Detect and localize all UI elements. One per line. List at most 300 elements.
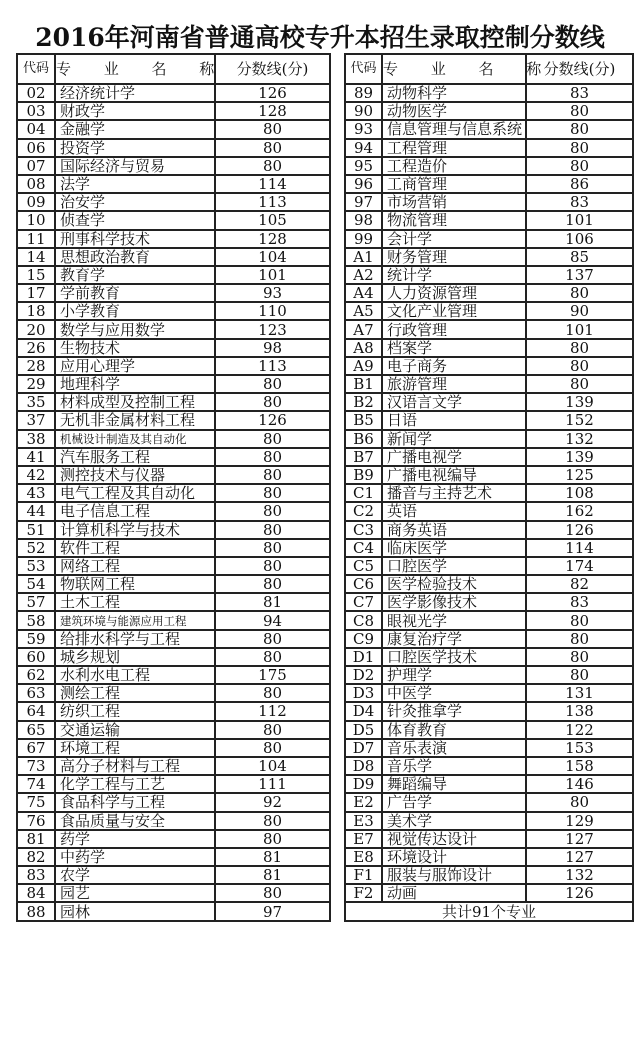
table-row [345, 411, 633, 429]
header-name: 专 业 名 称 [382, 54, 526, 84]
table-row [17, 248, 330, 266]
cell-name: 人力资源管理 [382, 284, 526, 302]
cell-score: 111 [215, 775, 330, 793]
cell-code: A7 [345, 320, 382, 338]
cell-score: 113 [215, 193, 330, 211]
table-row [17, 848, 330, 866]
cell-code: 93 [345, 120, 382, 138]
cell-name: 电子信息工程 [55, 502, 215, 520]
cell-name: 园林 [55, 902, 215, 920]
cell-name: 统计学 [382, 266, 526, 284]
table-row [17, 139, 330, 157]
cell-score: 80 [215, 648, 330, 666]
cell-code: 54 [17, 575, 55, 593]
cell-code: 73 [17, 757, 55, 775]
header-name: 专 业 名 称 [55, 54, 215, 84]
page-title: 2016年河南省普通高校专升本招生录取控制分数线 [35, 23, 605, 52]
cell-score: 131 [526, 684, 633, 702]
table-row [345, 193, 633, 211]
cell-name: 刑事科学技术 [55, 230, 215, 248]
cell-score: 126 [215, 84, 330, 102]
cell-name: 地理科学 [55, 375, 215, 393]
cell-code: 20 [17, 320, 55, 338]
table-row [17, 593, 330, 611]
cell-name: 广告学 [382, 793, 526, 811]
cell-score: 80 [215, 539, 330, 557]
cell-name: 财政学 [55, 102, 215, 120]
table-row [17, 230, 330, 248]
cell-score: 80 [526, 793, 633, 811]
cell-name: 经济统计学 [55, 84, 215, 102]
table-row [345, 430, 633, 448]
score-table-left [16, 53, 331, 922]
table-row [345, 684, 633, 702]
cell-name: 交通运输 [55, 721, 215, 739]
cell-name: 园艺 [55, 884, 215, 902]
cell-name: 给排水科学与工程 [55, 630, 215, 648]
cell-name: 食品科学与工程 [55, 793, 215, 811]
table-row [17, 611, 330, 629]
cell-score: 105 [215, 211, 330, 229]
cell-score: 126 [526, 884, 633, 902]
cell-code: F1 [345, 866, 382, 884]
cell-name: 美术学 [382, 812, 526, 830]
cell-name: 物联网工程 [55, 575, 215, 593]
cell-score: 80 [215, 684, 330, 702]
cell-code: 62 [17, 666, 55, 684]
cell-score: 80 [526, 120, 633, 138]
cell-code: 60 [17, 648, 55, 666]
cell-name: 电气工程及其自动化 [55, 484, 215, 502]
cell-score: 80 [215, 393, 330, 411]
cell-score: 162 [526, 502, 633, 520]
cell-code: F2 [345, 884, 382, 902]
table-row [17, 102, 330, 120]
cell-name: 工程造价 [382, 157, 526, 175]
cell-score: 80 [215, 630, 330, 648]
table-row [345, 648, 633, 666]
cell-name: 眼视光学 [382, 611, 526, 629]
cell-score: 80 [526, 339, 633, 357]
cell-code: 29 [17, 375, 55, 393]
cell-code: 59 [17, 630, 55, 648]
cell-code: 81 [17, 830, 55, 848]
cell-name: 水利水电工程 [55, 666, 215, 684]
table-row [17, 84, 330, 102]
cell-name: 小学教育 [55, 302, 215, 320]
cell-code: 94 [345, 139, 382, 157]
table-row [17, 757, 330, 775]
cell-code: C2 [345, 502, 382, 520]
cell-score: 152 [526, 411, 633, 429]
cell-code: 28 [17, 357, 55, 375]
table-row [17, 193, 330, 211]
cell-score: 80 [526, 375, 633, 393]
cell-code: D5 [345, 721, 382, 739]
cell-name: 广播电视学 [382, 448, 526, 466]
cell-score: 139 [526, 448, 633, 466]
table-row [345, 775, 633, 793]
table-row [17, 630, 330, 648]
cell-score: 80 [526, 102, 633, 120]
cell-code: 18 [17, 302, 55, 320]
cell-code: E8 [345, 848, 382, 866]
table-row [17, 502, 330, 520]
cell-name: 药学 [55, 830, 215, 848]
cell-code: D2 [345, 666, 382, 684]
cell-code: A1 [345, 248, 382, 266]
cell-name: 舞蹈编导 [382, 775, 526, 793]
cell-score: 128 [215, 230, 330, 248]
cell-score: 90 [526, 302, 633, 320]
cell-score: 83 [526, 193, 633, 211]
cell-name: 测绘工程 [55, 684, 215, 702]
cell-code: C6 [345, 575, 382, 593]
cell-name: 生物技术 [55, 339, 215, 357]
cell-name: 汉语言文学 [382, 393, 526, 411]
cell-score: 128 [215, 102, 330, 120]
table-row [345, 884, 633, 902]
cell-score: 126 [215, 411, 330, 429]
cell-name: 日语 [382, 411, 526, 429]
cell-name: 土木工程 [55, 593, 215, 611]
table-row [17, 302, 330, 320]
table-row [17, 721, 330, 739]
cell-name: 汽车服务工程 [55, 448, 215, 466]
table-row [17, 793, 330, 811]
cell-name: 无机非金属材料工程 [55, 411, 215, 429]
cell-code: 57 [17, 593, 55, 611]
table-row [345, 211, 633, 229]
cell-score: 80 [526, 284, 633, 302]
table-row [17, 357, 330, 375]
cell-name: 中药学 [55, 848, 215, 866]
table-row [17, 175, 330, 193]
cell-code: 51 [17, 521, 55, 539]
cell-name: 侦查学 [55, 211, 215, 229]
cell-score: 132 [526, 866, 633, 884]
cell-score: 125 [526, 466, 633, 484]
score-table-right [344, 53, 634, 922]
cell-name: 食品质量与安全 [55, 812, 215, 830]
cell-score: 127 [526, 830, 633, 848]
table-row [17, 484, 330, 502]
cell-score: 80 [215, 466, 330, 484]
cell-name: 工程管理 [382, 139, 526, 157]
cell-name: 动物科学 [382, 84, 526, 102]
cell-code: A9 [345, 357, 382, 375]
cell-score: 129 [526, 812, 633, 830]
table-row [345, 157, 633, 175]
cell-code: 35 [17, 393, 55, 411]
cell-code: 42 [17, 466, 55, 484]
table-row [345, 666, 633, 684]
cell-name: 金融学 [55, 120, 215, 138]
cell-code: C9 [345, 630, 382, 648]
table-row [17, 466, 330, 484]
cell-name: 电子商务 [382, 357, 526, 375]
cell-score: 122 [526, 721, 633, 739]
cell-code: 74 [17, 775, 55, 793]
cell-name: 临床医学 [382, 539, 526, 557]
table-row [345, 757, 633, 775]
cell-score: 114 [526, 539, 633, 557]
cell-score: 80 [215, 575, 330, 593]
table-row [345, 248, 633, 266]
cell-code: 11 [17, 230, 55, 248]
cell-code: B9 [345, 466, 382, 484]
cell-score: 80 [215, 739, 330, 757]
cell-code: 90 [345, 102, 382, 120]
cell-score: 86 [526, 175, 633, 193]
cell-name: 网络工程 [55, 557, 215, 575]
table-row [17, 739, 330, 757]
cell-score: 85 [526, 248, 633, 266]
table-row [345, 302, 633, 320]
cell-score: 80 [215, 557, 330, 575]
table-row [17, 430, 330, 448]
cell-code: A5 [345, 302, 382, 320]
cell-code: 08 [17, 175, 55, 193]
cell-score: 83 [526, 84, 633, 102]
cell-score: 80 [215, 521, 330, 539]
table-row [345, 793, 633, 811]
cell-code: C8 [345, 611, 382, 629]
cell-name: 针灸推拿学 [382, 702, 526, 720]
cell-name: 机械设计制造及其自动化 [55, 430, 215, 448]
cell-name: 法学 [55, 175, 215, 193]
table-row [345, 339, 633, 357]
cell-name: 会计学 [382, 230, 526, 248]
table-row [17, 211, 330, 229]
table-row [345, 830, 633, 848]
cell-name: 纺织工程 [55, 702, 215, 720]
cell-score: 80 [215, 812, 330, 830]
table-row [345, 84, 633, 102]
table-row [345, 702, 633, 720]
cell-code: 75 [17, 793, 55, 811]
table-row [17, 812, 330, 830]
cell-score: 80 [526, 357, 633, 375]
cell-name: 医学检验技术 [382, 575, 526, 593]
cell-code: A8 [345, 339, 382, 357]
cell-code: 88 [17, 902, 55, 920]
cell-score: 101 [526, 211, 633, 229]
table-row [17, 521, 330, 539]
cell-score: 80 [526, 611, 633, 629]
cell-name: 信息管理与信息系统 [382, 120, 526, 138]
cell-code: 03 [17, 102, 55, 120]
cell-name: 康复治疗学 [382, 630, 526, 648]
cell-code: 02 [17, 84, 55, 102]
table-row [345, 557, 633, 575]
cell-name: 环境工程 [55, 739, 215, 757]
cell-code: B7 [345, 448, 382, 466]
table-row [345, 721, 633, 739]
cell-name: 学前教育 [55, 284, 215, 302]
cell-name: 新闻学 [382, 430, 526, 448]
cell-code: D9 [345, 775, 382, 793]
cell-score: 83 [526, 593, 633, 611]
cell-name: 行政管理 [382, 320, 526, 338]
cell-score: 158 [526, 757, 633, 775]
cell-score: 175 [215, 666, 330, 684]
table-row [345, 466, 633, 484]
cell-score: 137 [526, 266, 633, 284]
cell-score: 80 [526, 648, 633, 666]
cell-name: 动画 [382, 884, 526, 902]
table-row [17, 157, 330, 175]
cell-code: A4 [345, 284, 382, 302]
cell-name: 城乡规划 [55, 648, 215, 666]
cell-score: 81 [215, 848, 330, 866]
cell-score: 139 [526, 393, 633, 411]
cell-name: 护理学 [382, 666, 526, 684]
table-row [345, 812, 633, 830]
cell-code: 10 [17, 211, 55, 229]
cell-score: 123 [215, 320, 330, 338]
cell-code: C5 [345, 557, 382, 575]
cell-score: 80 [215, 502, 330, 520]
cell-code: D3 [345, 684, 382, 702]
cell-score: 80 [215, 884, 330, 902]
cell-score: 81 [215, 866, 330, 884]
cell-score: 93 [215, 284, 330, 302]
cell-name: 播音与主持艺术 [382, 484, 526, 502]
table-row [345, 484, 633, 502]
cell-score: 106 [526, 230, 633, 248]
cell-name: 软件工程 [55, 539, 215, 557]
cell-code: 99 [345, 230, 382, 248]
cell-code: 65 [17, 721, 55, 739]
cell-score: 80 [215, 375, 330, 393]
table-row [345, 320, 633, 338]
cell-score: 101 [215, 266, 330, 284]
cell-score: 80 [215, 830, 330, 848]
header-score: 分数线(分) [215, 54, 330, 84]
table-row [17, 448, 330, 466]
table-row [345, 502, 633, 520]
cell-name: 广播电视编导 [382, 466, 526, 484]
cell-code: 37 [17, 411, 55, 429]
cell-name: 英语 [382, 502, 526, 520]
cell-name: 商务英语 [382, 521, 526, 539]
cell-score: 112 [215, 702, 330, 720]
cell-score: 80 [526, 157, 633, 175]
cell-score: 146 [526, 775, 633, 793]
cell-score: 94 [215, 611, 330, 629]
cell-score: 92 [215, 793, 330, 811]
cell-code: E3 [345, 812, 382, 830]
cell-name: 测控技术与仪器 [55, 466, 215, 484]
table-row [17, 375, 330, 393]
cell-code: 43 [17, 484, 55, 502]
cell-name: 旅游管理 [382, 375, 526, 393]
table-row [345, 102, 633, 120]
cell-code: 14 [17, 248, 55, 266]
cell-code: 96 [345, 175, 382, 193]
cell-code: 67 [17, 739, 55, 757]
table-row [17, 320, 330, 338]
table-row [345, 393, 633, 411]
cell-name: 国际经济与贸易 [55, 157, 215, 175]
table-row [345, 120, 633, 138]
cell-code: A2 [345, 266, 382, 284]
table-row [17, 666, 330, 684]
cell-score: 80 [526, 139, 633, 157]
table-header-row [345, 54, 633, 84]
table-row [17, 902, 330, 920]
cell-code: 52 [17, 539, 55, 557]
cell-code: D7 [345, 739, 382, 757]
cell-code: C3 [345, 521, 382, 539]
cell-score: 113 [215, 357, 330, 375]
cell-score: 80 [526, 630, 633, 648]
table-row [17, 775, 330, 793]
table-row [345, 139, 633, 157]
cell-score: 174 [526, 557, 633, 575]
cell-code: D1 [345, 648, 382, 666]
cell-name: 环境设计 [382, 848, 526, 866]
table-row [17, 120, 330, 138]
cell-name: 材料成型及控制工程 [55, 393, 215, 411]
table-row [345, 575, 633, 593]
table-row [345, 266, 633, 284]
cell-score: 81 [215, 593, 330, 611]
cell-code: C4 [345, 539, 382, 557]
cell-name: 化学工程与工艺 [55, 775, 215, 793]
header-score: 分数线(分) [526, 54, 633, 84]
table-row [345, 175, 633, 193]
table-row [345, 739, 633, 757]
total-count: 共计91个专业 [345, 902, 633, 920]
cell-name: 高分子材料与工程 [55, 757, 215, 775]
cell-code: 76 [17, 812, 55, 830]
cell-name: 农学 [55, 866, 215, 884]
cell-name: 财务管理 [382, 248, 526, 266]
cell-code: E2 [345, 793, 382, 811]
table-row [17, 339, 330, 357]
cell-score: 80 [215, 157, 330, 175]
cell-name: 服装与服饰设计 [382, 866, 526, 884]
table-header-row [17, 54, 330, 84]
table-footer-row [345, 902, 633, 920]
cell-name: 思想政治教育 [55, 248, 215, 266]
cell-code: 82 [17, 848, 55, 866]
cell-code: B2 [345, 393, 382, 411]
table-row [345, 593, 633, 611]
cell-code: 84 [17, 884, 55, 902]
cell-code: 09 [17, 193, 55, 211]
cell-score: 104 [215, 248, 330, 266]
cell-code: 89 [345, 84, 382, 102]
table-row [17, 266, 330, 284]
cell-score: 98 [215, 339, 330, 357]
table-row [17, 284, 330, 302]
table-row [17, 539, 330, 557]
cell-name: 数学与应用数学 [55, 320, 215, 338]
table-row [17, 702, 330, 720]
table-row [345, 448, 633, 466]
cell-name: 体育教育 [382, 721, 526, 739]
cell-name: 物流管理 [382, 211, 526, 229]
cell-name: 治安学 [55, 193, 215, 211]
cell-code: 64 [17, 702, 55, 720]
cell-score: 108 [526, 484, 633, 502]
table-row [345, 611, 633, 629]
cell-score: 104 [215, 757, 330, 775]
cell-code: E7 [345, 830, 382, 848]
